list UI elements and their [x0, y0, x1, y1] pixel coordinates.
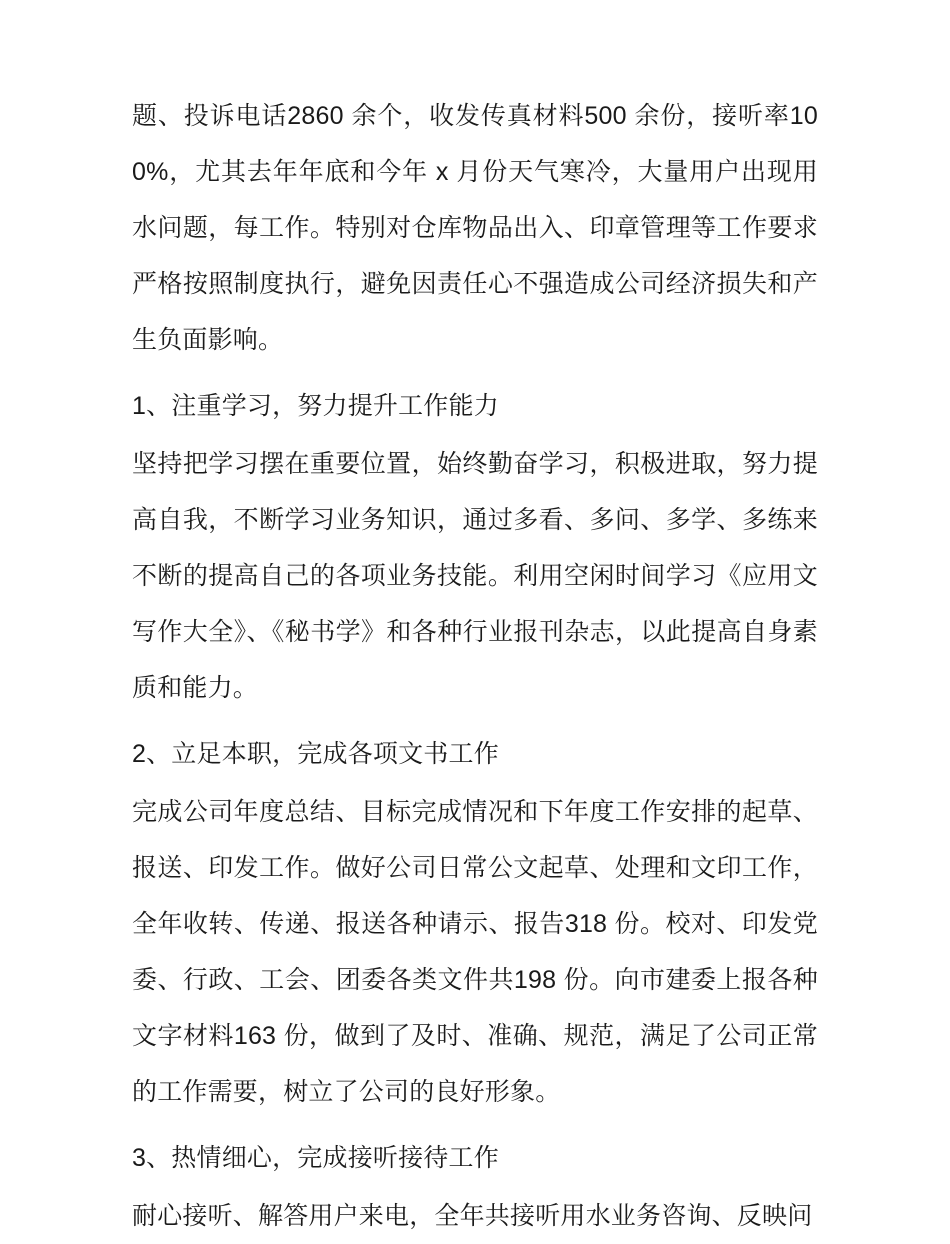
paragraph-heading-1: 1、注重学习，努力提升工作能力: [132, 392, 499, 420]
document-body: [132, 88, 818, 1244]
paragraph-heading-2: 2、立足本职，完成各项文书工作: [132, 740, 499, 768]
paragraph-body-3: 耐心接听、解答用户来电，全年共接听用水业务咨询、反映问: [132, 1202, 813, 1230]
paragraph-continuation: 题、投诉电话2860 余个，收发传真材料500 余份，接听率100%，尤其去年年底和今年 x 月份天气寒冷，大量用户出现用水问题，每工作。特别对仓库物品出入、印章管理等工作要求严格按照制度执行，避免因责任心不强造成公司经济损失和产生负面影响。: [132, 102, 818, 354]
paragraph-body-2: 完成公司年度总结、目标完成情况和下年度工作安排的起草、报送、印发工作。做好公司日常公文起草、处理和文印工作，全年收转、传递、报送各种请示、报告318 份。校对、印发党委、行政、工会、团委各类文件共198 份。向市建委上报各种文字材料163 份，做到了及时、准确、规范，满足了公司正常的工作需要，树立了公司的良好形象。: [132, 798, 818, 1106]
paragraph-heading-3: 3、热情细心，完成接听接待工作: [132, 1144, 499, 1172]
paragraph-body-1: 坚持把学习摆在重要位置，始终勤奋学习，积极进取，努力提高自我，不断学习业务知识，通过多看、多问、多学、多练来不断的提高自己的各项业务技能。利用空闲时间学习《应用文写作大全》、《秘书学》和各种行业报刊杂志，以此提高自身素质和能力。: [132, 450, 818, 702]
